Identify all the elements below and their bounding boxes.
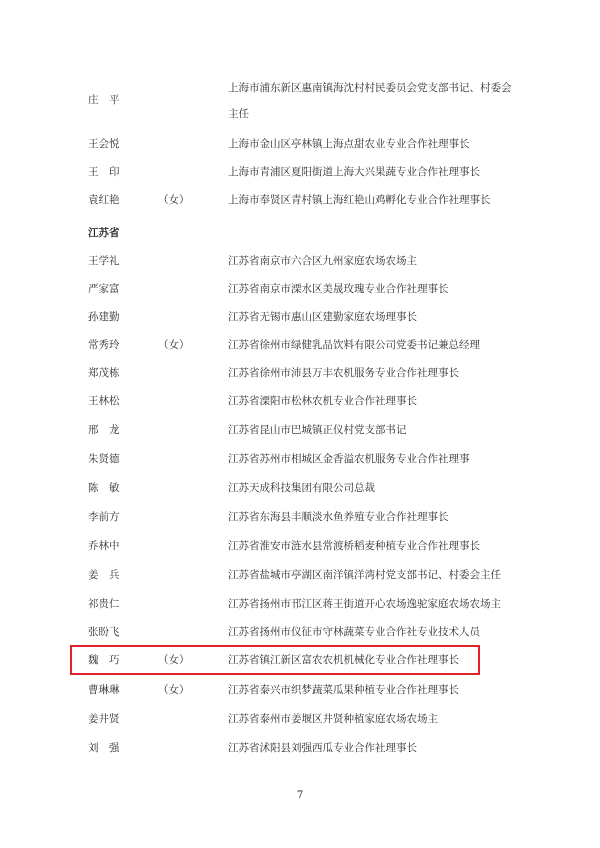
entry-title: 江苏省无锡市惠山区建勤家庭农场理事长: [228, 311, 417, 323]
entry-title: 江苏省昆山市巴城镇正仪村党支部书记: [228, 424, 407, 436]
entry-title: 江苏省苏州市相城区金香溢农机服务专业合作社理事: [228, 453, 470, 465]
entry-title: 上海市奉贤区青村镇上海红艳山鸡孵化专业合作社理事长: [228, 194, 491, 206]
entry-name: 邢 龙: [88, 424, 120, 436]
section-header-jiangsu: 江苏省: [88, 227, 120, 239]
table-row: [0, 391, 600, 411]
entry-name: 李前方: [88, 511, 120, 523]
entry-title: 江苏省镇江新区富农农机机械化专业合作社理事长: [228, 654, 459, 666]
table-row: [0, 420, 600, 440]
entry-title: 江苏省溧阳市松林农机专业合作社理事长: [228, 395, 417, 407]
table-row: [0, 279, 600, 299]
entry-title: 江苏省沭阳县刘强西瓜专业合作社理事长: [228, 742, 417, 754]
entry-name: 王 印: [88, 166, 120, 178]
entry-name: 王林松: [88, 395, 120, 407]
entry-title: 江苏省盐城市亭湖区南洋镇洋湾村党支部书记、村委会主任: [228, 569, 501, 581]
table-row: [0, 622, 600, 642]
page-number: 7: [296, 790, 304, 801]
entry-name: 常秀玲: [88, 339, 120, 351]
entry-name: 姜井贤: [88, 713, 120, 725]
entry-gender: （女）: [158, 654, 190, 666]
table-row: [0, 680, 600, 700]
entry-title: 江苏省扬州市仪征市守林蔬菜专业合作社专业技术人员: [228, 626, 480, 638]
entry-title-line2: 主任: [228, 108, 249, 120]
entry-title: 江苏天成科技集团有限公司总裁: [228, 482, 375, 494]
entry-title: 江苏省东海县丰顺淡水鱼养殖专业合作社理事长: [228, 511, 449, 523]
entry-name: 张盼飞: [88, 626, 120, 638]
table-row: [0, 190, 600, 210]
entry-name: 严家富: [88, 283, 120, 295]
table-row: [0, 363, 600, 383]
table-row: [0, 594, 600, 614]
entry-name: 陈 敏: [88, 482, 120, 494]
entry-title: 江苏省徐州市绿健乳品饮料有限公司党委书记兼总经理: [228, 339, 480, 351]
entry-title: 江苏省泰兴市织梦蔬菜瓜果种植专业合作社理事长: [228, 684, 459, 696]
table-row: [0, 134, 600, 154]
table-row: [0, 536, 600, 556]
entry-title: 江苏省扬州市邗江区蒋王街道开心农场逸驼家庭农场农场主: [228, 598, 501, 610]
entry-name: 王学礼: [88, 255, 120, 267]
entry-title: 江苏省徐州市沛县万丰农机服务专业合作社理事长: [228, 367, 459, 379]
entry-name: 乔林中: [88, 540, 120, 552]
table-row: [0, 507, 600, 527]
entry-name: 郑茂栋: [88, 367, 120, 379]
table-row: [0, 709, 600, 729]
entry-name: 姜 兵: [88, 569, 120, 581]
table-row: [0, 478, 600, 498]
table-row: [0, 449, 600, 469]
entry-name: 孙建勤: [88, 311, 120, 323]
entry-gender: （女）: [158, 339, 190, 351]
entry-title: 江苏省淮安市涟水县常渡桥稻麦种植专业合作社理事长: [228, 540, 480, 552]
entry-title: 上海市青浦区夏阳街道上海大兴果蔬专业合作社理事长: [228, 166, 480, 178]
entry-title: 上海市金山区亭林镇上海点甜农业专业合作社理事长: [228, 138, 470, 150]
entry-title: 江苏省南京市六合区九州家庭农场农场主: [228, 255, 417, 267]
table-row: [0, 335, 600, 355]
entry-title-line1: 上海市浦东新区惠南镇海沈村村民委员会党支部书记、村委会: [228, 82, 512, 94]
entry-name: 祁贵仁: [88, 598, 120, 610]
entry-name: 朱贤德: [88, 453, 120, 465]
entry-name: 曹琳琳: [88, 684, 120, 696]
entry-gender: （女）: [158, 684, 190, 696]
table-row: [0, 738, 600, 758]
table-row: [0, 162, 600, 182]
entry-name: 袁红艳: [88, 194, 120, 206]
entry-name: 庄 平: [88, 94, 120, 106]
table-row: [0, 565, 600, 585]
table-row: [0, 307, 600, 327]
entry-name: 王会悦: [88, 138, 120, 150]
entry-title: 江苏省南京市溧水区美晟玫瑰专业合作社理事长: [228, 283, 449, 295]
entry-name: 刘 强: [88, 742, 120, 754]
table-row-highlighted: [0, 650, 600, 670]
entry-gender: （女）: [158, 194, 190, 206]
table-row: [0, 251, 600, 271]
entry-title: 江苏省泰州市姜堰区井贤种植家庭农场农场主: [228, 713, 438, 725]
entry-name: 魏 巧: [88, 654, 120, 666]
